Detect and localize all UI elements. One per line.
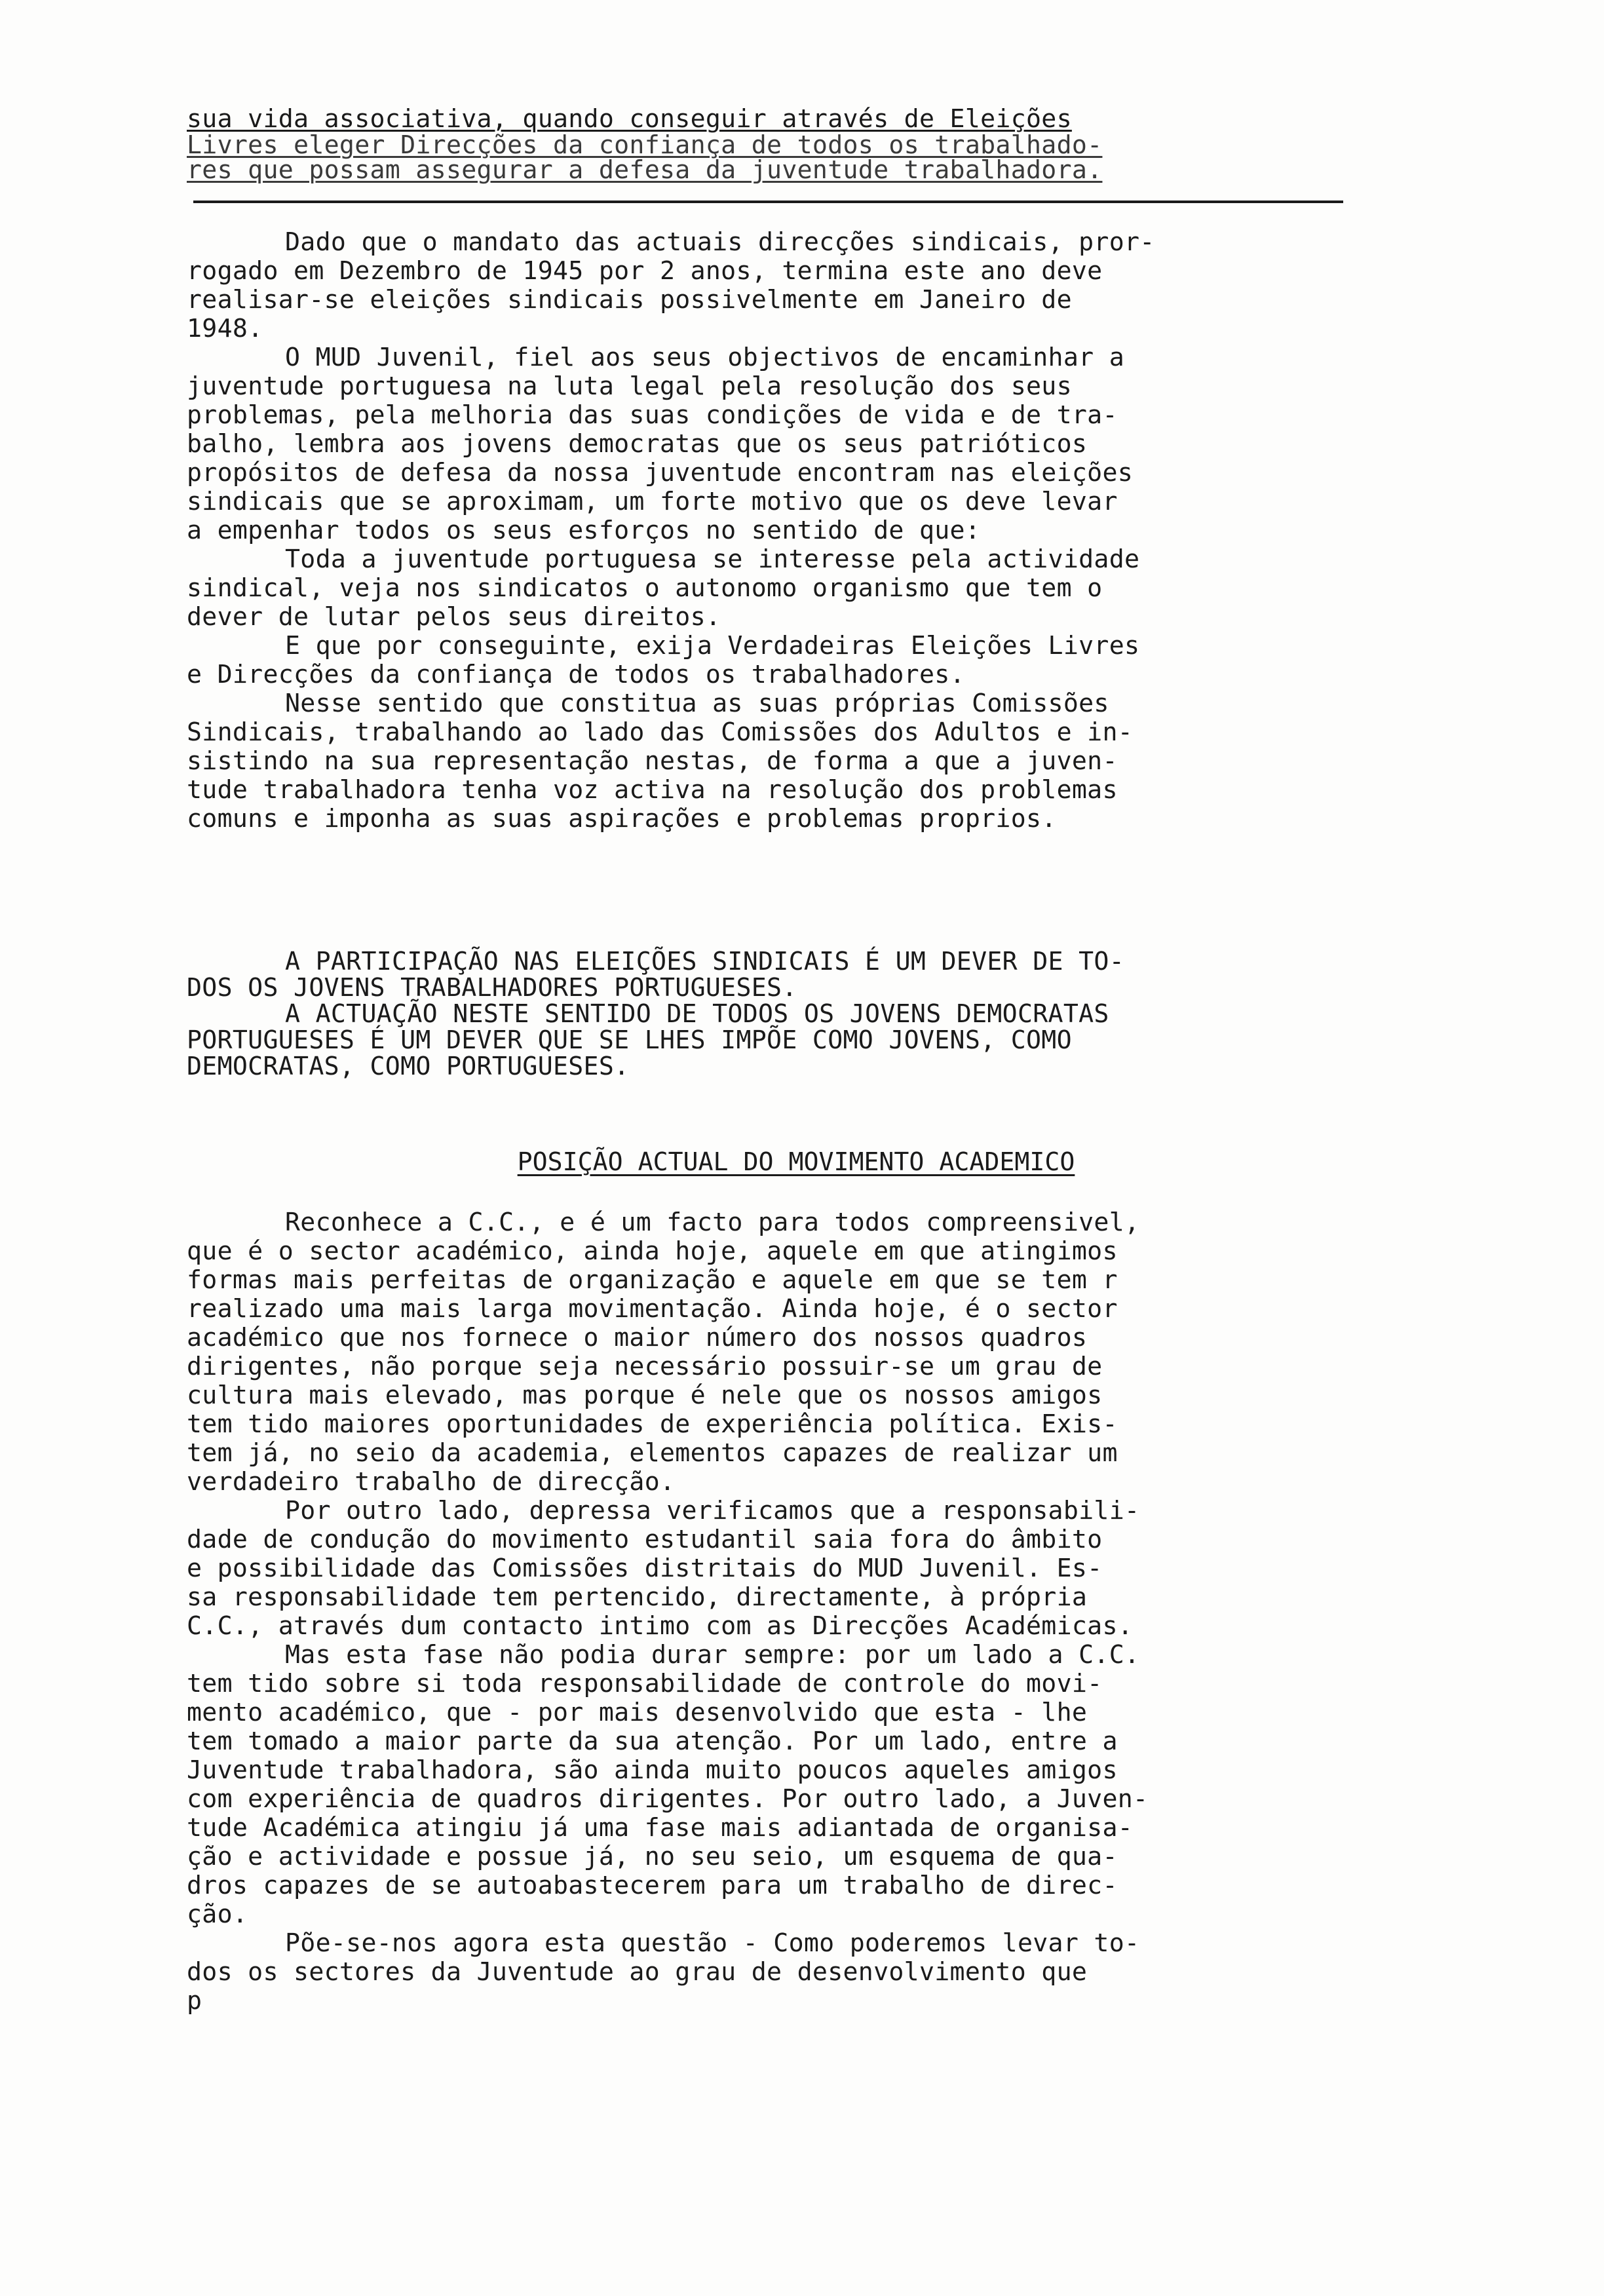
text-line: académico que nos fornece o maior número dos nossos quadros bbox=[187, 1324, 1088, 1352]
caps-line: A PARTICIPAÇÃO NAS ELEIÇÕES SINDICAIS É UM DEVER DE TO- bbox=[285, 947, 1124, 976]
top-line-1: sua vida associativa, quando conseguir através de Eleições bbox=[187, 105, 1072, 134]
text-line: verdadeiro trabalho de direcção. bbox=[187, 1468, 676, 1497]
text-line: dros capazes de se autoabastecerem para um trabalho de direc- bbox=[187, 1871, 1118, 1900]
text-line: Dado que o mandato das actuais direcções sindicais, pror- bbox=[285, 228, 1155, 257]
caps-line: DEMOCRATAS, COMO PORTUGUESES. bbox=[187, 1052, 630, 1081]
text-line: Toda a juventude portuguesa se interesse pela actividade bbox=[285, 545, 1140, 574]
text-line: 1948. bbox=[187, 315, 263, 343]
top-line-2: Livres eleger Direcções da confiança de todos os trabalhado- bbox=[187, 131, 1103, 160]
text-line: tem tido sobre si toda responsabilidade de controle do movi- bbox=[187, 1670, 1103, 1698]
text-line: que é o sector académico, ainda hoje, aquele em que atingimos bbox=[187, 1237, 1118, 1266]
top-paragraph bbox=[187, 105, 1445, 185]
text-line: rogado em Dezembro de 1945 por 2 anos, termina este ano deve bbox=[187, 257, 1103, 286]
text-line: Nesse sentido que constitua as suas próprias Comissões bbox=[285, 689, 1109, 718]
text-line: Sindicais, trabalhando ao lado das Comissões dos Adultos e in- bbox=[187, 718, 1134, 747]
text-line: Juventude trabalhadora, são ainda muito poucos aqueles amigos bbox=[187, 1756, 1118, 1785]
text-line: problemas, pela melhoria das suas condições de vida e de tra- bbox=[187, 401, 1118, 430]
text-line: e Direcções da confiança de todos os trabalhadores. bbox=[187, 660, 965, 689]
text-line: ção. bbox=[187, 1900, 248, 1929]
text-line: ção e actividade e possue já, no seu seio, um esquema de qua- bbox=[187, 1843, 1118, 1871]
top-line-3: res que possam assegurar a defesa da juventude trabalhadora. bbox=[187, 156, 1103, 185]
text-line: dos os sectores da Juventude ao grau de desenvolvimento que bbox=[187, 1958, 1088, 1987]
text-line: com experiência de quadros dirigentes. Por outro lado, a Juven- bbox=[187, 1785, 1149, 1814]
text-line: formas mais perfeitas de organização e aquele em que se tem r bbox=[187, 1266, 1118, 1295]
section-academic-paragraphs bbox=[187, 1208, 1445, 2016]
top-rule bbox=[193, 201, 1343, 203]
caps-line: PORTUGUESES É UM DEVER QUE SE LHES IMPÕE COMO JOVENS, COMO bbox=[187, 1026, 1072, 1055]
section-elections-paragraphs bbox=[187, 228, 1445, 833]
caps-declaration bbox=[187, 947, 1445, 1081]
text-line: tude trabalhadora tenha voz activa na resolução dos problemas bbox=[187, 776, 1118, 805]
text-line: balho, lembra aos jovens democratas que os seus patrióticos bbox=[187, 430, 1088, 459]
section-heading: POSIÇÃO ACTUAL DO MOVIMENTO ACADEMICO bbox=[517, 1148, 1075, 1177]
text-line: dade de condução do movimento estudantil saia fora do âmbito bbox=[187, 1525, 1103, 1554]
text-line: dirigentes, não porque seja necessário possuir-se um grau de bbox=[187, 1352, 1103, 1381]
text-line: tem já, no seio da academia, elementos capazes de realizar um bbox=[187, 1439, 1118, 1468]
text-line: Reconhece a C.C., e é um facto para todos compreensivel, bbox=[285, 1208, 1140, 1237]
text-line: juventude portuguesa na luta legal pela resolução dos seus bbox=[187, 372, 1072, 401]
text-line: a empenhar todos os seus esforços no sentido de que: bbox=[187, 516, 981, 545]
text-line: e possibilidade das Comissões distritais do MUD Juvenil. Es- bbox=[187, 1554, 1103, 1583]
text-line: E que por conseguinte, exija Verdadeiras Eleições Livres bbox=[285, 632, 1140, 660]
caps-line: DOS OS JOVENS TRABALHADORES PORTUGUESES. bbox=[187, 974, 797, 1003]
text-line: O MUD Juvenil, fiel aos seus objectivos de encaminhar a bbox=[285, 343, 1124, 372]
text-line: tem tido maiores oportunidades de experiência política. Exis- bbox=[187, 1410, 1118, 1439]
text-line: p bbox=[187, 1987, 202, 2016]
text-line: mento académico, que - por mais desenvolvido que esta - lhe bbox=[187, 1698, 1088, 1727]
text-line: sistindo na sua representação nestas, de forma a que a juven- bbox=[187, 747, 1118, 776]
text-line: sindicais que se aproximam, um forte motivo que os deve levar bbox=[187, 488, 1118, 516]
text-line: sindical, veja nos sindicatos o autonomo organismo que tem o bbox=[187, 574, 1103, 603]
text-line: propósitos de defesa da nossa juventude encontram nas eleições bbox=[187, 459, 1134, 488]
text-line: Por outro lado, depressa verificamos que a responsabili- bbox=[285, 1497, 1140, 1525]
text-line: C.C., através dum contacto intimo com as Direcções Académicas. bbox=[187, 1612, 1134, 1641]
text-line: realisar-se eleições sindicais possivelmente em Janeiro de bbox=[187, 286, 1072, 315]
text-line: dever de lutar pelos seus direitos. bbox=[187, 603, 721, 632]
text-line: tem tomado a maior parte da sua atenção. Por um lado, entre a bbox=[187, 1727, 1118, 1756]
caps-line: A ACTUAÇÃO NESTE SENTIDO DE TODOS OS JOVENS DEMOCRATAS bbox=[285, 1000, 1109, 1029]
text-line: tude Académica atingiu já uma fase mais adiantada de organisa- bbox=[187, 1814, 1134, 1843]
text-line: cultura mais elevado, mas porque é nele que os nossos amigos bbox=[187, 1381, 1103, 1410]
text-line: Põe-se-nos agora esta questão - Como poderemos levar to- bbox=[285, 1929, 1140, 1958]
text-line: comuns e imponha as suas aspirações e problemas proprios. bbox=[187, 805, 1057, 833]
text-line: sa responsabilidade tem pertencido, directamente, à própria bbox=[187, 1583, 1088, 1612]
text-line: Mas esta fase não podia durar sempre: por um lado a C.C. bbox=[285, 1641, 1140, 1670]
text-line: realizado uma mais larga movimentação. Ainda hoje, é o sector bbox=[187, 1295, 1118, 1324]
